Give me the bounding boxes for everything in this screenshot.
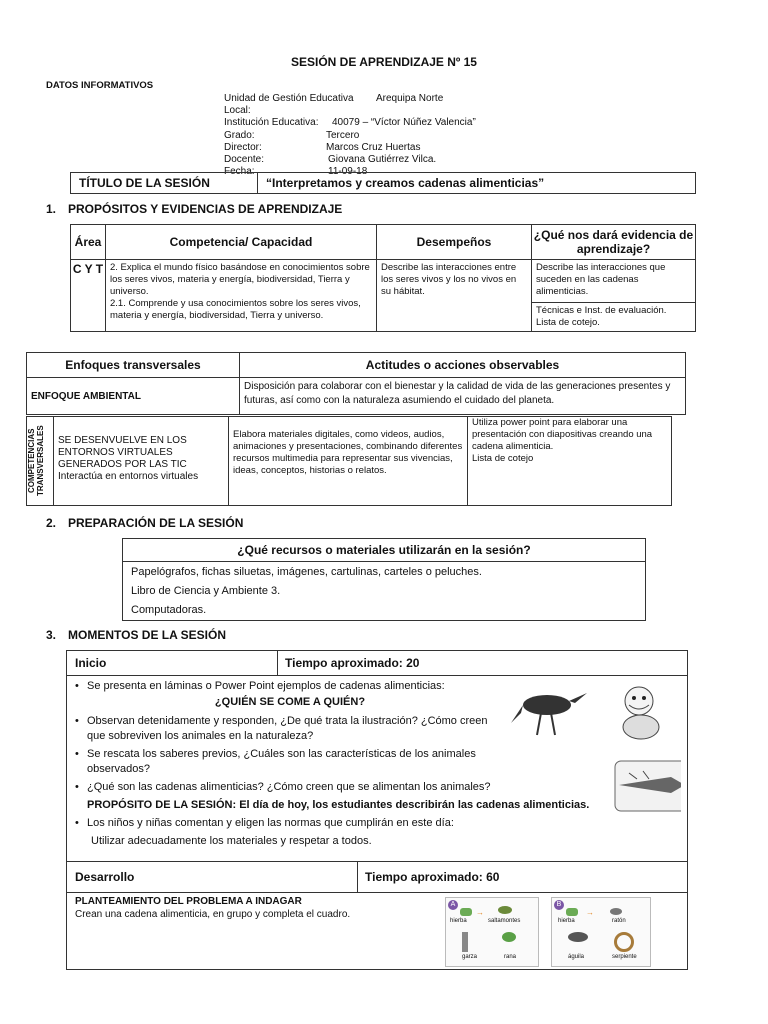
section-number: 3. xyxy=(46,628,57,642)
cat-image xyxy=(623,687,659,739)
inicio-bullet: • Los niños y niñas comentan y eligen las normas que cumplirán en este día: xyxy=(75,816,675,831)
heron-icon xyxy=(462,932,468,952)
grass-icon xyxy=(460,908,472,916)
divider xyxy=(357,862,358,892)
momentos-box xyxy=(66,650,688,970)
info-value: Arequipa Norte xyxy=(376,93,444,104)
info-row-ugel xyxy=(224,93,476,117)
chain-a-label: rana xyxy=(504,954,517,960)
mouse-icon xyxy=(610,908,622,915)
info-label: Grado: xyxy=(224,129,255,141)
arrow-icon: → xyxy=(476,908,484,917)
chain-b-label: águila xyxy=(568,954,585,960)
info-value: Marcos Cruz Huertas xyxy=(326,141,421,153)
chain-b-label: serpiente xyxy=(612,954,637,960)
header-area: Área xyxy=(71,225,106,260)
evaluacion-instrumento: Lista de cotejo. xyxy=(536,317,600,328)
propositos-table xyxy=(70,224,696,332)
desarrollo-row xyxy=(67,861,687,893)
actitud-text: Disposición para colaborar con el bienestar y la calidad de vida de las generaciones presentes y futuras, así como con la naturaleza asumiendo el cuidado del planeta. xyxy=(240,378,686,415)
page-title: SESIÓN DE APRENDIZAJE Nº 15 xyxy=(291,55,477,69)
recurso-item: Computadoras. xyxy=(131,604,207,616)
quien-heading: ¿QUIÉN SE COME A QUIÉN? xyxy=(214,696,366,708)
chain-a-label: hierba xyxy=(450,918,467,924)
info-value: Tercero xyxy=(326,129,360,141)
recursos-table xyxy=(122,538,646,621)
info-row-grado xyxy=(224,130,476,142)
tiempo-inicio: Tiempo aproximado: 20 xyxy=(285,656,420,670)
food-chain-a xyxy=(445,897,539,967)
snake-icon xyxy=(614,932,634,952)
section-3-heading xyxy=(46,628,226,642)
enfoques-table xyxy=(26,352,686,415)
competencias-transversales-label: COMPETENCIAS TRANSVERSALES xyxy=(27,425,45,497)
datos-informativos-heading: DATOS INFORMATIVOS xyxy=(46,80,154,91)
arrow-icon: → xyxy=(586,908,594,917)
section-2-heading xyxy=(46,516,243,530)
area-cyt: C Y T xyxy=(71,260,106,332)
divider xyxy=(277,651,278,675)
competencia-cell xyxy=(106,260,377,332)
inicio-row xyxy=(67,651,687,676)
recursos-list xyxy=(123,562,646,621)
chain-a-label: garza xyxy=(462,954,478,960)
frog-icon xyxy=(502,932,516,942)
inicio-bullet: • Se rescata los saberes previos, ¿Cuáles son las características de los animales observados? xyxy=(75,747,507,777)
desarrollo-content xyxy=(75,895,435,921)
competencias-table xyxy=(26,416,672,506)
eagle-icon xyxy=(568,932,588,942)
info-label: Director: xyxy=(224,141,262,153)
evaluacion-cell xyxy=(532,303,696,332)
info-row-institucion xyxy=(224,117,476,129)
section-number: 2. xyxy=(46,516,57,530)
planteamiento-text: Crean una cadena alimenticia, en grupo y completa el cuadro. xyxy=(75,909,351,920)
titulo-sesion-value: “Interpretamos y creamos cadenas alimenticias” xyxy=(258,173,696,194)
proposito-sesion: PROPÓSITO DE LA SESIÓN: El día de hoy, los estudiantes describirán las cadenas alimenticias. xyxy=(87,799,590,811)
tiempo-desarrollo: Tiempo aproximado: 60 xyxy=(365,870,500,884)
info-label: Fecha: xyxy=(224,166,255,178)
chain-b-label: ratón xyxy=(612,918,626,924)
section-1-heading xyxy=(46,202,342,216)
info-row-docente xyxy=(224,154,476,166)
quien-come-illustration xyxy=(511,683,681,813)
info-label: Unidad de Gestión Educativa Local: xyxy=(224,93,354,117)
grass-icon xyxy=(566,908,578,916)
section-title: PROPÓSITOS Y EVIDENCIAS DE APRENDIZAJE xyxy=(68,202,343,216)
info-value: Giovana Gutiérrez Vilca. xyxy=(328,154,437,166)
competencia-tic-cell xyxy=(54,417,229,506)
header-evidencia: ¿Qué nos dará evidencia de aprendizaje? xyxy=(532,225,696,260)
normas-text: Utilizar adecuadamente los materiales y respetar a todos. xyxy=(91,835,372,847)
chain-a-label: saltamontes xyxy=(488,918,521,924)
info-value: 40079 – “Víctor Núñez Valencia” xyxy=(332,117,476,129)
evidencia-cell: Describe las interacciones que suceden en las cadenas alimenticias. xyxy=(532,260,696,303)
vertical-label-cell xyxy=(27,417,54,506)
info-label: Institución Educativa: xyxy=(224,117,319,129)
info-label: Docente: xyxy=(224,154,265,166)
competencia-evidencia-cell xyxy=(468,417,672,506)
section-title: PREPARACIÓN DE LA SESIÓN xyxy=(68,516,244,530)
recursos-question: ¿Qué recursos o materiales utilizarán en la sesión? xyxy=(123,539,646,562)
competencia-tic: SE DESENVUELVE EN LOS ENTORNOS VIRTUALES GENERADOS POR LAS TIC xyxy=(58,435,187,470)
crocodile-image xyxy=(615,761,681,811)
header-actitudes: Actitudes o acciones observables xyxy=(240,353,686,378)
titulo-sesion-label: TÍTULO DE LA SESIÓN xyxy=(71,173,258,194)
competencia-tic-sub: Interactúa en entornos virtuales xyxy=(58,471,199,482)
titulo-sesion-table xyxy=(70,172,696,194)
recurso-item: Papelógrafos, fichas siluetas, imágenes, cartulinas, carteles o peluches. xyxy=(131,566,482,578)
inicio-bullet: • Se presenta en láminas o Power Point ejemplos de cadenas alimenticias: xyxy=(75,679,675,694)
inicio-bullet: • Observan detenidamente y responden, ¿De qué trata la ilustración? ¿Cómo creen que sobreviven los animales en la naturaleza? xyxy=(75,714,507,744)
competencia-text: 2. Explica el mundo físico basándose en conocimientos sobre los seres vivos, materia y energía, biodiversidad, Tierra y universo. xyxy=(110,262,370,297)
section-number: 1. xyxy=(46,202,57,216)
desempeno-cell: Describe las interacciones entre los seres vivos y los no vivos en su hábitat. xyxy=(377,260,532,332)
grasshopper-icon xyxy=(498,906,512,914)
enfoque-ambiental: ENFOQUE AMBIENTAL xyxy=(27,378,240,415)
competencia-evidencia: Utiliza power point para elaborar una presentación con diapositivas creando una cadena alimenticia. xyxy=(472,417,653,452)
evaluacion-label: Técnicas e Inst. de evaluación. xyxy=(536,305,667,316)
info-block xyxy=(224,93,476,178)
chain-b-label: hierba xyxy=(558,918,575,924)
header-competencia: Competencia/ Capacidad xyxy=(106,225,377,260)
info-value: 11-09-18 xyxy=(328,166,368,178)
capacidad-text: 2.1. Comprende y usa conocimientos sobre los seres vivos, materia y energía, biodiversidad, Tierra y universo. xyxy=(110,298,361,321)
header-desempenos: Desempeños xyxy=(377,225,532,260)
planteamiento-heading: PLANTEAMIENTO DEL PROBLEMA A INDAGAR xyxy=(75,896,302,907)
competencia-desempeno: Elabora materiales digitales, como videos, audios, animaciones y presentaciones, combinando diferentes recursos multimedia para representar sus vivencias, ideas, conceptos, historias o relatos. xyxy=(229,417,468,506)
chain-a-tag: A xyxy=(448,900,458,910)
desarrollo-label: Desarrollo xyxy=(75,870,135,884)
info-row-director xyxy=(224,142,476,154)
heron-image xyxy=(511,693,587,735)
competencia-lista: Lista de cotejo xyxy=(472,453,534,464)
chain-b-tag: B xyxy=(554,900,564,910)
header-enfoques: Enfoques transversales xyxy=(27,353,240,378)
food-chain-b xyxy=(551,897,651,967)
section-title: MOMENTOS DE LA SESIÓN xyxy=(68,628,227,642)
inicio-label: Inicio xyxy=(75,656,107,670)
inicio-bullet: • ¿Qué son las cadenas alimenticias? ¿Cómo creen que se alimentan los animales? xyxy=(75,780,675,795)
recurso-item: Libro de Ciencia y Ambiente 3. xyxy=(131,585,281,597)
